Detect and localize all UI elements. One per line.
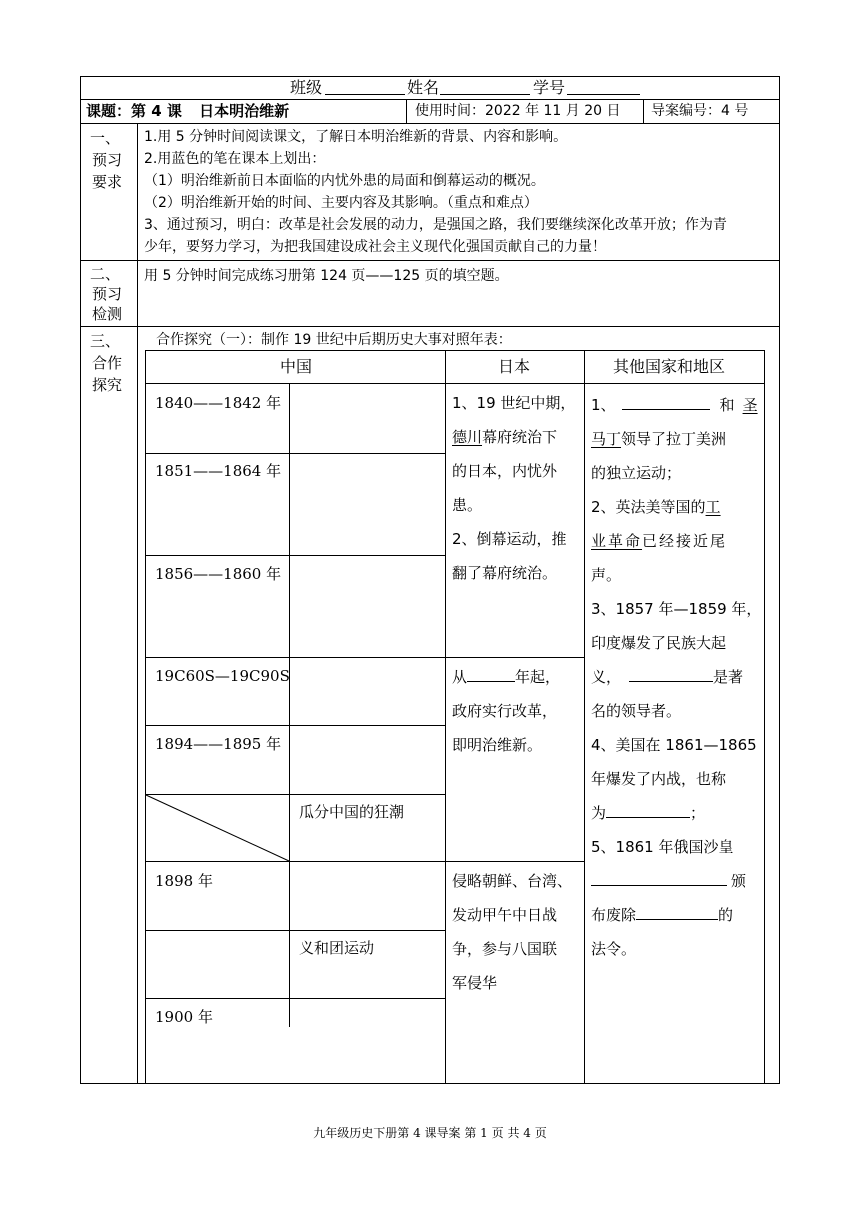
s2-label-1: 二、 (90, 265, 121, 283)
japan-b2-line-1 (452, 660, 560, 694)
class-blank[interactable] (325, 94, 405, 95)
s1-line-6: 少年，要努力学习，为把我国建设成社会主义现代化强国贡献自己的力量！ (144, 239, 606, 255)
s1-line-3: （1）明治维新前日本面临的内忧外患的局面和倒幕运动的概况。 (144, 173, 545, 189)
others-l13-a: 为 (591, 804, 607, 822)
china-date-7: 1898 年 (155, 872, 213, 890)
s3-label-3: 探究 (92, 376, 123, 394)
others-line-5 (591, 524, 727, 558)
japan-b1-line-6: 翻了幕府统治。 (452, 564, 558, 582)
others-line-10: 名的领导者。 (591, 702, 682, 720)
frame-right (779, 76, 780, 1084)
frame-top (80, 76, 780, 77)
others-l9-a: 义， (591, 668, 622, 686)
others-line-8: 印度爆发了民族大起 (591, 634, 727, 652)
s1-label-3: 要求 (92, 173, 123, 191)
name-blank[interactable] (440, 94, 530, 95)
china-date-9: 1900 年 (155, 1008, 213, 1026)
japan-sep-2 (445, 861, 584, 862)
others-l16-a: 布废除 (591, 906, 637, 924)
others-l4-b: 工 (705, 498, 721, 516)
others-line-13 (591, 796, 705, 830)
others-line-15 (591, 864, 746, 898)
frame-s1-bottom (80, 260, 780, 261)
china-date-2: 1851——1864 年 (155, 462, 282, 480)
japan-b3-line-1: 侵略朝鲜、台湾、 (452, 872, 573, 890)
others-l13-b: ； (690, 804, 706, 822)
others-line-17: 法令。 (591, 940, 637, 958)
others-l16-b: 的 (718, 906, 734, 924)
s2-text: 用 5 分钟时间完成练习册第 124 页——125 页的填空题。 (144, 268, 509, 284)
china-japan-divider (445, 350, 446, 1083)
header-others: 其他国家和地区 (613, 357, 726, 376)
others-line-14: 5、1861 年俄国沙皇 (591, 838, 734, 856)
inner-right (764, 350, 765, 1083)
china-row-sep-3 (145, 657, 445, 658)
china-row-sep-7 (145, 930, 445, 931)
row2-divider-b (643, 99, 644, 123)
china-date-5: 1894——1895 年 (155, 735, 282, 753)
s3-label-2: 合作 (92, 354, 123, 372)
s2-label-3: 检测 (92, 305, 123, 323)
japan-year-blank[interactable] (467, 667, 515, 682)
s3-intro: 合作探究（一）：制作 19 世纪中后期历史大事对照年表： (156, 332, 512, 348)
others-l1-b: 和 (719, 396, 735, 414)
japan-b1-line-2 (452, 420, 557, 454)
japan-tokugawa: 德川 (452, 428, 483, 446)
others-line-16 (591, 898, 733, 932)
others-l5-b: 已经接近尾 (642, 532, 728, 550)
china-event-8: 义和团运动 (299, 939, 375, 957)
japan-b3-line-3: 争，参与八国联 (452, 940, 558, 958)
frame-row1-bottom (80, 99, 780, 100)
china-row-sep-2 (145, 555, 445, 556)
row2-divider-a (406, 99, 407, 123)
others-l4-a: 2、英法美等国的 (591, 498, 706, 516)
japan-b2-from: 从 (452, 668, 468, 686)
s1-line-1: 1.用 5 分钟时间阅读课文，了解日本明治维新的背景、内容和影响。 (144, 129, 568, 145)
china-date-1: 1840——1842 年 (155, 394, 282, 412)
japan-b2-year: 年起， (515, 668, 561, 686)
china-row-sep-8 (145, 998, 445, 999)
frame-left (80, 76, 81, 1084)
use-date: 使用时间：2022 年 11 月 20 日 (415, 103, 621, 119)
inner-bottom (145, 1083, 764, 1084)
japan-b1-line-3: 的日本，内忧外 (452, 462, 558, 480)
others-line-2 (591, 422, 726, 456)
s3-label-1: 三、 (90, 332, 121, 350)
others-blank-4[interactable] (591, 871, 727, 886)
s1-line-4: （2）明治维新开始的时间、主要内容及其影响。（重点和难点） (144, 195, 538, 211)
japan-others-divider (584, 350, 585, 1083)
japan-b3-line-4: 军侵华 (452, 974, 498, 992)
japan-sep-1 (445, 657, 584, 658)
others-l2-b: 领导了拉丁美洲 (621, 430, 727, 448)
s2-label-2: 预习 (92, 285, 123, 303)
others-l5-a: 业革命 (591, 532, 643, 550)
s1-line-5: 3、通过预习，明白：改革是社会发展的动力，是强国之路，我们要继续深化改革开放；作为青 (144, 217, 727, 233)
japan-b3-line-2: 发动甲午中日战 (452, 906, 558, 924)
others-l1-c: 圣 (742, 396, 758, 414)
others-line-3: 的独立运动； (591, 464, 682, 482)
name-label: 姓名 (407, 78, 440, 97)
topic-title (86, 101, 289, 121)
china-date-3: 1856——1860 年 (155, 565, 282, 583)
japan-b1-line-2-rest: 幕府统治下 (482, 428, 558, 446)
lesson-title: 日本明治维新 (199, 102, 290, 120)
lesson-number: 4 (151, 102, 162, 120)
others-l1-a: 1、 (591, 396, 616, 414)
others-l2-a: 马丁 (591, 430, 622, 448)
inner-left (145, 350, 146, 1083)
others-blank-5[interactable] (636, 905, 718, 920)
japan-b1-line-5: 2、倒幕运动，推 (452, 530, 567, 548)
inner-top (145, 350, 764, 351)
others-line-7: 3、1857 年—1859 年， (591, 600, 762, 618)
guide-number: 导案编号：4 号 (651, 103, 749, 119)
lesson-word: 课 (166, 102, 182, 120)
others-blank-1[interactable] (622, 395, 710, 410)
others-line-6: 声。 (591, 566, 622, 584)
s1-line-2: 2.用蓝色的笔在课本上划出： (144, 151, 326, 167)
japan-b1-line-1: 1、19 世纪中期， (452, 394, 576, 412)
china-row-sep-4 (145, 725, 445, 726)
page-footer: 九年级历史下册第 4 课导案 第 1 页 共 4 页 (313, 1126, 547, 1140)
others-blank-2[interactable] (629, 667, 713, 682)
others-line-4 (591, 490, 721, 524)
others-l15-b: 颁 (731, 872, 747, 890)
others-line-1 (591, 388, 758, 422)
class-label: 班级 (290, 78, 323, 97)
id-label: 学号 (533, 78, 566, 97)
topic-prefix: 课题：第 (86, 102, 147, 120)
s1-label-2: 预习 (92, 151, 123, 169)
frame-row2-bottom (80, 123, 780, 124)
header-china: 中国 (280, 357, 313, 376)
inner-header-bottom (145, 383, 764, 384)
label-col-divider (137, 123, 138, 1084)
others-line-9 (591, 660, 743, 694)
others-line-12: 年爆发了内战，也称 (591, 770, 727, 788)
japan-b2-line-3: 即明治维新。 (452, 736, 543, 754)
frame-s2-bottom (80, 326, 780, 327)
japan-b1-line-4: 患。 (452, 496, 483, 514)
id-blank[interactable] (567, 94, 640, 95)
diagonal-slash (145, 794, 290, 862)
china-date-4: 19C60S—19C90S (155, 667, 290, 685)
others-l9-b: 是著 (713, 668, 744, 686)
header-japan: 日本 (498, 357, 531, 376)
japan-b2-line-2: 政府实行改革， (452, 702, 558, 720)
others-blank-3[interactable] (606, 803, 690, 818)
s1-label-1: 一、 (90, 129, 121, 147)
china-row-sep-1 (145, 453, 445, 454)
china-event-6: 瓜分中国的狂潮 (299, 803, 405, 821)
others-line-11: 4、美国在 1861—1865 (591, 736, 757, 754)
